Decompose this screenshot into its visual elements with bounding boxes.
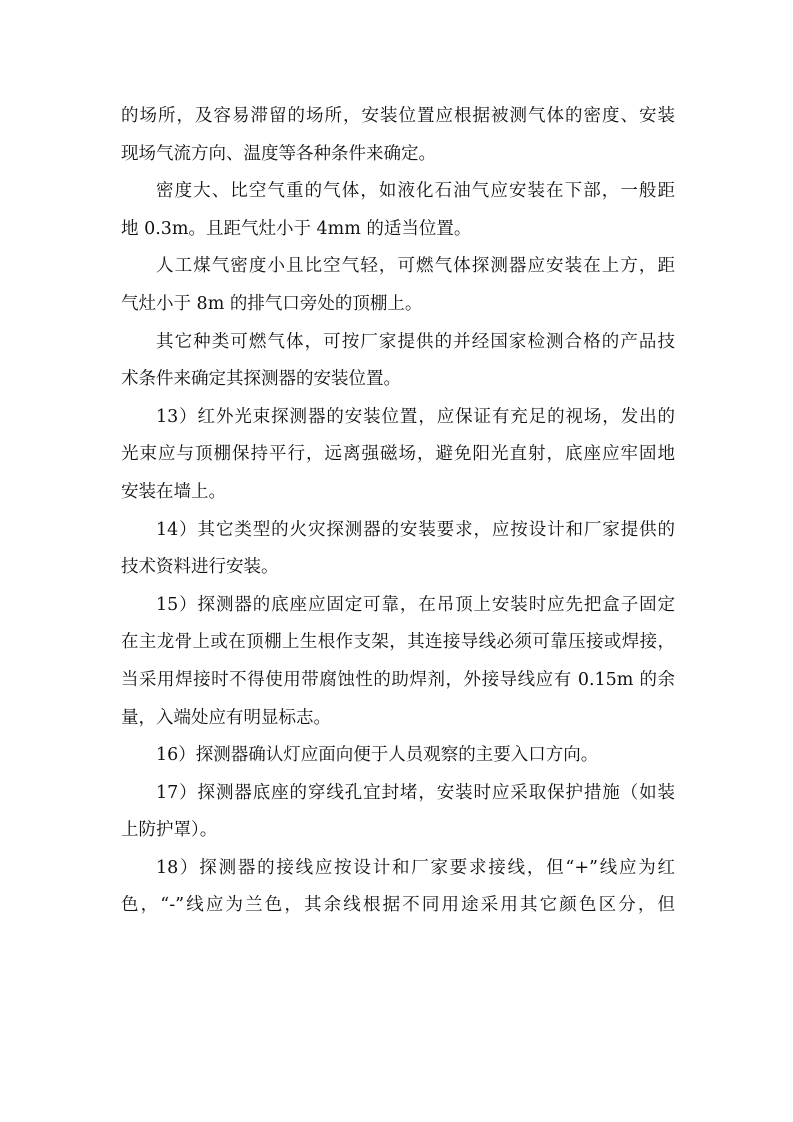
text-line: 在主龙骨上或在顶棚上生根作支架，其连接导线必须可靠压接或焊接，: [121, 632, 675, 653]
text-line: 13）红外光束探测器的安装位置，应保证有充足的视场，发出的: [156, 406, 675, 427]
text-line: 当采用焊接时不得使用带腐蚀性的助焊剂，外接导线应有 0.15m 的余: [121, 669, 675, 690]
text-line: 量，入端处应有明显标志。: [121, 707, 331, 728]
text-line: 18）探测器的接线应按设计和厂家要求接线，但“+”线应为红: [156, 857, 675, 878]
text-line: 地 0.3m。且距气灶小于 4mm 的适当位置。: [121, 218, 472, 239]
text-line: 的场所，及容易滞留的场所，安装位置应根据被测气体的密度、安装: [121, 106, 675, 126]
text-line: 技术资料进行安装。: [121, 557, 279, 578]
text-line: 15）探测器的底座应固定可靠，在吊顶上安装时应先把盒子固定: [156, 594, 675, 615]
body-text: [121, 98, 675, 925]
text-line: 其它种类可燃气体，可按厂家提供的并经国家检测合格的产品技: [156, 331, 675, 352]
text-line: 密度大、比空气重的气体，如液化石油气应安装在下部，一般距: [156, 181, 675, 202]
text-line: 术条件来确定其探测器的安装位置。: [121, 369, 401, 390]
text-line: 16）探测器确认灯应面向便于人员观察的主要入口方向。: [156, 745, 599, 766]
text-line: 安装在墙上。: [121, 481, 226, 502]
text-line: 人工煤气密度小且比空气轻，可燃气体探测器应安装在上方，距: [156, 256, 675, 277]
text-line: 上防护罩）。: [121, 820, 218, 841]
text-line: 气灶小于 8m 的排气口旁处的顶棚上。: [121, 293, 423, 314]
text-line: 现场气流方向、温度等各种条件来确定。: [121, 143, 436, 164]
text-line: 14）其它类型的火灾探测器的安装要求，应按设计和厂家提供的: [156, 519, 675, 540]
text-line: 17）探测器底座的穿线孔宜封堵，安装时应采取保护措施（如装: [156, 782, 675, 803]
text-line: 色，“-”线应为兰色，其余线根据不同用途采用其它颜色区分，但: [121, 895, 675, 916]
text-line: 光束应与顶棚保持平行，远离强磁场，避免阳光直射，底座应牢固地: [121, 444, 675, 465]
